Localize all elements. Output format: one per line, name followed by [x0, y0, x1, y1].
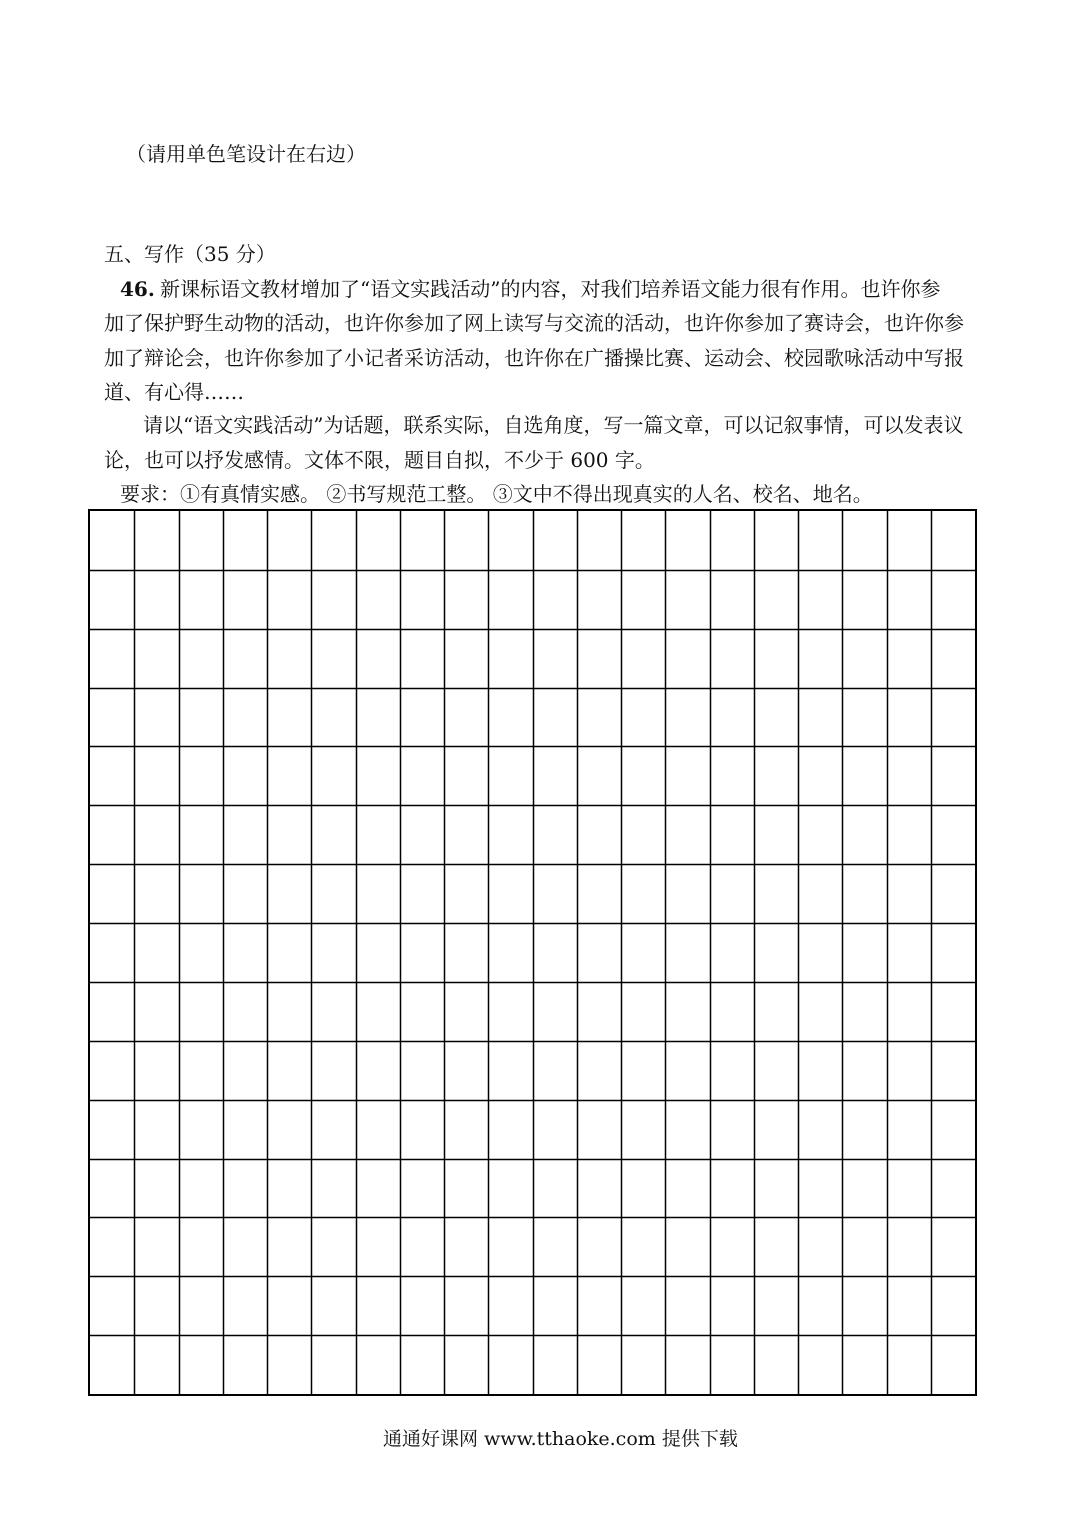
question-line-2: 加了保护野生动物的活动，也许你参加了网上读写与交流的活动，也许你参加了赛诗会，也许你参 — [104, 311, 964, 335]
requirements: 要求：①有真情实感。 ②书写规范工整。 ③文中不得出现真实的人名、校名、地名。 — [120, 482, 873, 506]
footer-credit: 通通好课网 www.tthaoke.com 提供下载 — [383, 1428, 738, 1450]
section-heading: 五、写作（35 分） — [104, 242, 276, 266]
question-line-3: 加了辩论会，也许你参加了小记者采访活动，也许你在广播操比赛、运动会、校园歌咏活动中写报 — [104, 346, 964, 370]
question-number: 46. — [120, 277, 155, 301]
question-line-4: 道、有心得…… — [104, 380, 244, 404]
question-line-6: 论，也可以抒发感情。文体不限，题目自拟，不少于 600 字。 — [104, 448, 655, 472]
design-note: （请用单色笔设计在右边） — [126, 142, 366, 166]
writing-grid-lines — [90, 511, 975, 1394]
writing-grid[interactable] — [88, 509, 977, 1396]
question-line-5: 请以“语文实践活动”为话题，联系实际，自选角度，写一篇文章，可以记叙事情，可以发表议 — [143, 413, 964, 437]
question-line-1: 新课标语文教材增加了“语文实践活动”的内容，对我们培养语文能力很有作用。也许你参 — [160, 277, 941, 301]
